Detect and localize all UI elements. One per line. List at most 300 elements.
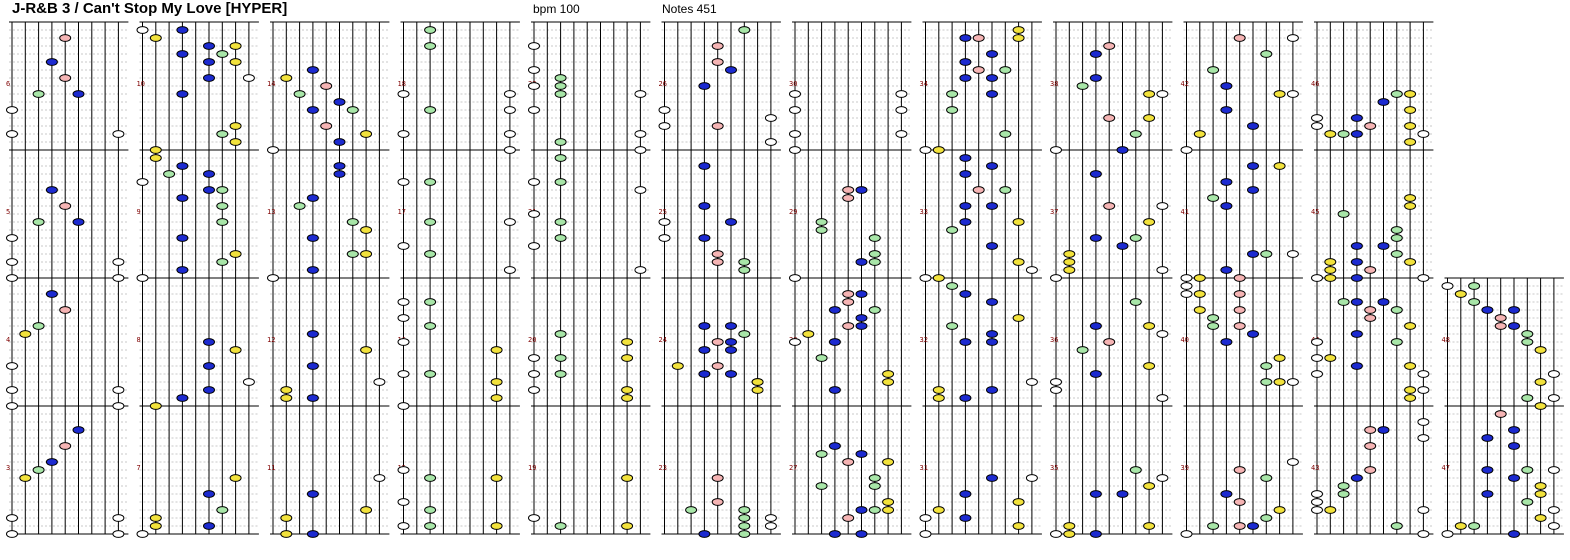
measure-number: 5 — [6, 208, 11, 216]
note — [1104, 339, 1115, 346]
note — [46, 59, 57, 66]
chart-column — [1311, 22, 1433, 537]
note — [398, 403, 409, 410]
note — [1365, 307, 1376, 314]
note — [1181, 531, 1192, 538]
note — [987, 51, 998, 58]
note — [947, 323, 958, 330]
note — [947, 227, 958, 234]
note — [1405, 203, 1416, 210]
note — [1013, 35, 1024, 42]
note — [843, 515, 854, 522]
note — [1287, 91, 1298, 98]
note — [1157, 203, 1168, 210]
note — [920, 531, 931, 538]
note — [398, 299, 409, 306]
note — [1000, 131, 1011, 138]
note — [843, 291, 854, 298]
note — [177, 235, 188, 242]
note — [1325, 275, 1336, 282]
note — [46, 291, 57, 298]
note — [46, 459, 57, 466]
note — [765, 515, 776, 522]
note — [1509, 427, 1520, 434]
note — [622, 355, 633, 362]
note — [856, 259, 867, 266]
note — [1090, 171, 1101, 178]
note — [739, 267, 750, 274]
note — [712, 363, 723, 370]
note — [726, 339, 737, 346]
note — [137, 179, 148, 186]
note — [334, 171, 345, 178]
chart-column — [137, 22, 259, 537]
note — [712, 339, 723, 346]
note — [699, 531, 710, 538]
measure-number: 25 — [658, 208, 667, 216]
note — [1535, 491, 1546, 498]
note — [1312, 507, 1323, 514]
note — [960, 291, 971, 298]
note — [1378, 427, 1389, 434]
measure-number: 8 — [136, 336, 141, 344]
measure-number: 13 — [267, 208, 276, 216]
note — [374, 379, 385, 386]
measure-number: 41 — [1180, 208, 1189, 216]
note — [307, 67, 318, 74]
note — [7, 403, 18, 410]
note — [529, 211, 540, 218]
note — [73, 91, 84, 98]
note — [555, 179, 566, 186]
note — [1261, 379, 1272, 386]
note — [659, 123, 670, 130]
note — [790, 91, 801, 98]
note — [1325, 267, 1336, 274]
note — [1144, 91, 1155, 98]
note — [204, 75, 215, 82]
note — [529, 355, 540, 362]
note — [1248, 331, 1259, 338]
note — [933, 395, 944, 402]
note — [726, 219, 737, 226]
note — [60, 75, 71, 82]
note — [425, 27, 436, 34]
note — [987, 339, 998, 346]
chart-column — [6, 22, 128, 537]
measure-number: 40 — [1180, 336, 1189, 344]
note — [987, 299, 998, 306]
note — [425, 523, 436, 530]
note — [555, 155, 566, 162]
note — [790, 339, 801, 346]
note — [726, 347, 737, 354]
measure-number: 4 — [6, 336, 11, 344]
note — [113, 275, 124, 282]
note — [699, 323, 710, 330]
note — [947, 283, 958, 290]
note — [883, 371, 894, 378]
note — [230, 475, 241, 482]
note — [1261, 251, 1272, 258]
note — [829, 307, 840, 314]
note — [1312, 499, 1323, 506]
note — [856, 507, 867, 514]
note — [46, 187, 57, 194]
note — [334, 99, 345, 106]
note — [1130, 131, 1141, 138]
note — [1064, 267, 1075, 274]
note — [1144, 363, 1155, 370]
note — [1469, 299, 1480, 306]
note — [635, 91, 646, 98]
note — [712, 43, 723, 50]
note — [347, 251, 358, 258]
note — [529, 179, 540, 186]
note — [177, 267, 188, 274]
note — [920, 275, 931, 282]
note — [739, 259, 750, 266]
note — [712, 499, 723, 506]
note — [1442, 283, 1453, 290]
note — [425, 251, 436, 258]
note — [739, 27, 750, 34]
note — [1221, 179, 1232, 186]
note — [1535, 403, 1546, 410]
note — [491, 523, 502, 530]
note — [1548, 371, 1559, 378]
note — [1338, 491, 1349, 498]
note — [398, 339, 409, 346]
note — [1391, 307, 1402, 314]
note — [398, 91, 409, 98]
note — [622, 523, 633, 530]
note — [555, 523, 566, 530]
note — [1312, 339, 1323, 346]
note — [268, 275, 279, 282]
note — [1405, 363, 1416, 370]
note — [217, 187, 228, 194]
note — [987, 91, 998, 98]
note — [1234, 275, 1245, 282]
note — [1287, 35, 1298, 42]
note — [1234, 523, 1245, 530]
note — [294, 91, 305, 98]
chart-column — [1050, 22, 1172, 537]
note — [1442, 531, 1453, 538]
note — [321, 83, 332, 90]
note — [321, 123, 332, 130]
chart-column — [659, 22, 781, 537]
note — [869, 307, 880, 314]
note — [829, 387, 840, 394]
note — [7, 107, 18, 114]
note — [361, 251, 372, 258]
note — [883, 379, 894, 386]
note — [816, 219, 827, 226]
note — [1351, 259, 1362, 266]
note — [204, 59, 215, 66]
note — [1248, 187, 1259, 194]
note — [1248, 123, 1259, 130]
note — [113, 531, 124, 538]
note — [1090, 235, 1101, 242]
note — [1130, 467, 1141, 474]
note — [829, 339, 840, 346]
measure-number: 38 — [1050, 80, 1059, 88]
note — [7, 275, 18, 282]
note — [1338, 211, 1349, 218]
measure-number: 43 — [1311, 464, 1320, 472]
note — [1418, 435, 1429, 442]
note — [1181, 291, 1192, 298]
note — [699, 347, 710, 354]
note — [672, 363, 683, 370]
note — [1522, 499, 1533, 506]
note — [1234, 499, 1245, 506]
note — [1482, 307, 1493, 314]
note — [425, 179, 436, 186]
measure-number: 23 — [658, 464, 667, 472]
note — [1312, 355, 1323, 362]
note — [1261, 363, 1272, 370]
note — [1325, 131, 1336, 138]
note — [204, 187, 215, 194]
note — [622, 475, 633, 482]
note — [816, 227, 827, 234]
note — [1391, 235, 1402, 242]
note — [622, 395, 633, 402]
note — [361, 227, 372, 234]
note — [739, 331, 750, 338]
note — [33, 467, 44, 474]
note — [726, 371, 737, 378]
note — [960, 35, 971, 42]
note — [268, 147, 279, 154]
note — [1287, 379, 1298, 386]
note — [1455, 291, 1466, 298]
note — [347, 107, 358, 114]
note — [529, 515, 540, 522]
note — [1509, 443, 1520, 450]
note — [1405, 395, 1416, 402]
note — [699, 203, 710, 210]
note — [137, 27, 148, 34]
note — [622, 339, 633, 346]
note — [374, 475, 385, 482]
note — [281, 531, 292, 538]
note — [1194, 307, 1205, 314]
note — [739, 523, 750, 530]
note — [491, 395, 502, 402]
note — [204, 363, 215, 370]
note — [398, 523, 409, 530]
measure-number: 48 — [1441, 336, 1450, 344]
note — [987, 243, 998, 250]
note — [1495, 315, 1506, 322]
note — [790, 275, 801, 282]
measure-number: 39 — [1180, 464, 1189, 472]
note — [699, 83, 710, 90]
note — [1548, 507, 1559, 514]
note — [33, 323, 44, 330]
note — [281, 75, 292, 82]
note — [1325, 507, 1336, 514]
measure-number: 33 — [919, 208, 928, 216]
note — [1405, 259, 1416, 266]
note — [20, 475, 31, 482]
note — [1274, 163, 1285, 170]
note — [973, 67, 984, 74]
chart-column — [1442, 278, 1564, 537]
note — [987, 163, 998, 170]
note — [1338, 131, 1349, 138]
note — [491, 347, 502, 354]
note — [334, 163, 345, 170]
note — [1157, 331, 1168, 338]
note — [1469, 283, 1480, 290]
note — [398, 131, 409, 138]
note — [712, 475, 723, 482]
note — [1274, 507, 1285, 514]
note — [635, 187, 646, 194]
note — [1221, 203, 1232, 210]
note — [869, 259, 880, 266]
note — [504, 107, 515, 114]
note — [1405, 91, 1416, 98]
note — [987, 75, 998, 82]
note — [659, 107, 670, 114]
note — [425, 219, 436, 226]
note — [504, 147, 515, 154]
note — [1418, 371, 1429, 378]
note — [843, 187, 854, 194]
note — [1405, 107, 1416, 114]
bpm-label: bpm 100 — [533, 2, 580, 16]
note — [1287, 251, 1298, 258]
note — [752, 379, 763, 386]
note — [1418, 531, 1429, 538]
note — [307, 331, 318, 338]
note — [1234, 467, 1245, 474]
note — [1090, 371, 1101, 378]
note — [1365, 443, 1376, 450]
note — [1064, 531, 1075, 538]
note — [1405, 123, 1416, 130]
note — [1495, 411, 1506, 418]
note — [60, 203, 71, 210]
note — [1104, 115, 1115, 122]
note — [177, 51, 188, 58]
note — [20, 331, 31, 338]
note — [1208, 523, 1219, 530]
note — [712, 59, 723, 66]
note — [1509, 307, 1520, 314]
note — [1064, 251, 1075, 258]
note — [1194, 131, 1205, 138]
note — [752, 387, 763, 394]
note — [1312, 491, 1323, 498]
note — [529, 67, 540, 74]
note — [1013, 219, 1024, 226]
note — [712, 259, 723, 266]
note — [843, 323, 854, 330]
note — [230, 43, 241, 50]
note — [765, 523, 776, 530]
note — [856, 315, 867, 322]
note — [504, 267, 515, 274]
note — [933, 387, 944, 394]
note — [7, 387, 18, 394]
measure-number: 27 — [789, 464, 798, 472]
note — [1287, 459, 1298, 466]
note — [1221, 83, 1232, 90]
note — [947, 107, 958, 114]
note — [1051, 275, 1062, 282]
note — [307, 195, 318, 202]
note — [1117, 243, 1128, 250]
note — [790, 147, 801, 154]
note — [1418, 275, 1429, 282]
measure-number: 35 — [1050, 464, 1059, 472]
note — [1208, 323, 1219, 330]
note — [204, 171, 215, 178]
note — [1418, 131, 1429, 138]
note — [1248, 523, 1259, 530]
measure-number: 6 — [6, 80, 11, 88]
note — [177, 27, 188, 34]
note — [1509, 323, 1520, 330]
note — [1234, 307, 1245, 314]
measure-number: 34 — [919, 80, 928, 88]
note — [204, 43, 215, 50]
note — [987, 331, 998, 338]
note — [1351, 331, 1362, 338]
note — [1535, 515, 1546, 522]
note — [230, 123, 241, 130]
note — [960, 339, 971, 346]
note — [73, 427, 84, 434]
note — [1026, 379, 1037, 386]
note — [555, 219, 566, 226]
note — [816, 483, 827, 490]
note — [307, 363, 318, 370]
note — [204, 339, 215, 346]
note — [790, 107, 801, 114]
note — [1090, 531, 1101, 538]
note — [398, 179, 409, 186]
note — [204, 491, 215, 498]
note — [307, 235, 318, 242]
note — [555, 355, 566, 362]
note — [1248, 251, 1259, 258]
note — [856, 323, 867, 330]
note — [659, 235, 670, 242]
note — [307, 531, 318, 538]
note — [1221, 107, 1232, 114]
note — [712, 251, 723, 258]
note — [73, 219, 84, 226]
note — [1365, 315, 1376, 322]
note — [347, 219, 358, 226]
note — [1522, 395, 1533, 402]
note — [1274, 355, 1285, 362]
note — [1312, 275, 1323, 282]
note — [113, 387, 124, 394]
note — [1535, 347, 1546, 354]
note — [555, 83, 566, 90]
note — [843, 195, 854, 202]
